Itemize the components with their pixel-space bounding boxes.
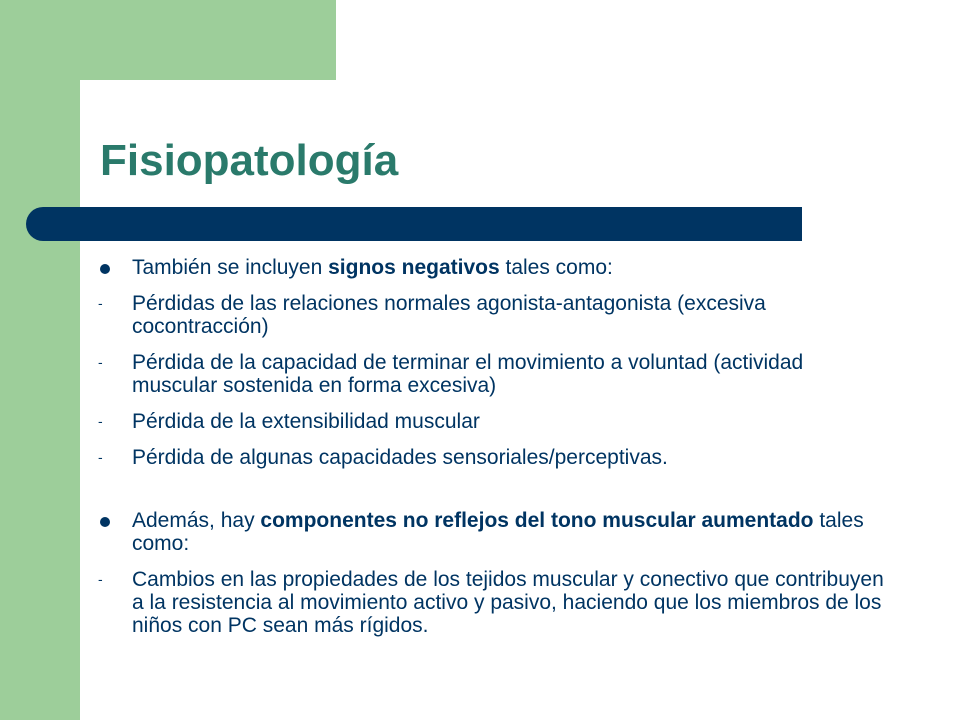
slide-title: Fisiopatología xyxy=(100,136,399,185)
list-item-7 xyxy=(96,568,886,637)
title-underline-bar xyxy=(26,207,802,241)
dash-marker-icon: - xyxy=(98,354,103,370)
list-item-6 xyxy=(96,509,886,555)
item-text: Pérdida de la capacidad de terminar el movimiento a voluntad (actividad muscular sostenida en forma excesiva) xyxy=(132,351,804,397)
list-item-1 xyxy=(96,256,886,279)
dash-marker-icon: - xyxy=(98,449,103,465)
list-item-3 xyxy=(96,351,886,397)
item-text: Pérdidas de las relaciones normales agonista-antagonista (excesiva cocontracción) xyxy=(132,292,766,338)
list-item-4 xyxy=(96,410,886,433)
dash-marker-icon: - xyxy=(98,413,103,429)
list-item-2 xyxy=(96,292,886,338)
green-side-band xyxy=(0,0,80,720)
item-text: Pérdida de algunas capacidades sensoriales/perceptivas. xyxy=(132,446,668,469)
dash-marker-icon: - xyxy=(98,571,103,587)
list-item-5 xyxy=(96,446,886,469)
item-text: También se incluyen signos negativos tales como: xyxy=(132,256,613,279)
dash-marker-icon: - xyxy=(98,295,103,311)
item-text: Pérdida de la extensibilidad muscular xyxy=(132,410,480,433)
item-text: Además, hay componentes no reflejos del tono muscular aumentado tales como: xyxy=(132,509,864,555)
bullet-list xyxy=(96,256,886,637)
green-top-band xyxy=(0,0,336,80)
item-text: Cambios en las propiedades de los tejidos muscular y conectivo que contribuyen a la resistencia al movimiento activo y pasivo, haciendo que los miembros de los niños con PC sean más rígidos. xyxy=(132,568,884,637)
